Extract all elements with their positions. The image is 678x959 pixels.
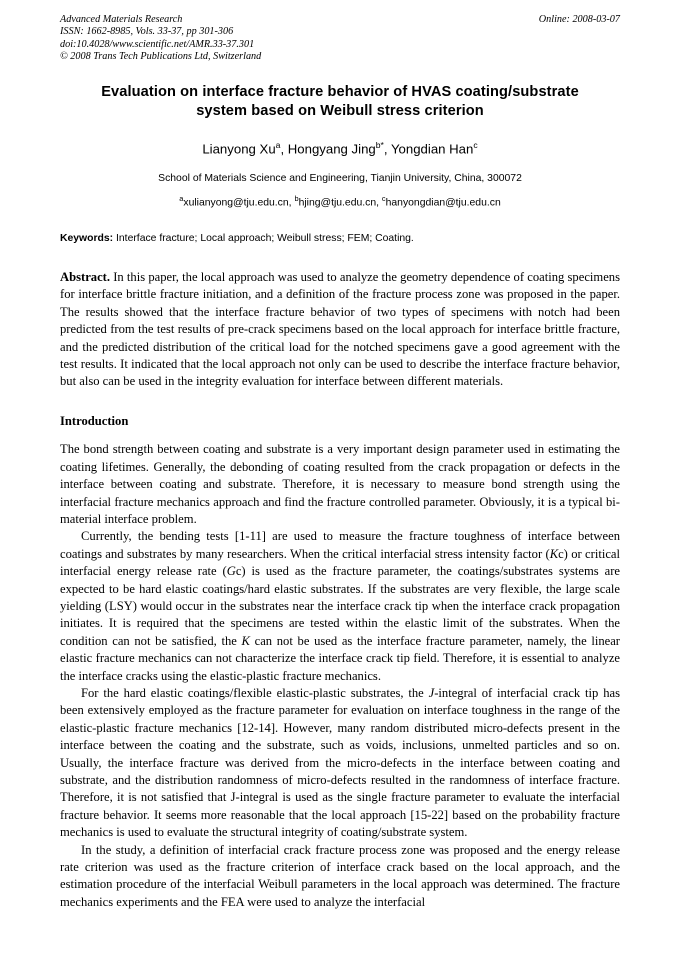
symbol-j: J <box>428 685 435 700</box>
author-separator-1: , <box>280 141 288 157</box>
intro-paragraph-2 <box>60 528 620 685</box>
abstract-text: In this paper, the local approach was used to analyze the geometry dependence of coating specimens for interface brittle fracture initiation, and a definition of the fracture process zone was proposed in the paper. The results showed that the interface fracture behavior of two types of specimens with notch had been predicted from the test results of pre-crack specimens based on the local approach for interface brittle fracture, and the predicted distribution of the critical load for the notched specimens gave a good agreement with the test results. It indicated that the local approach not only can be used to describe the interface fracture behavior, but also can be used in the integrity evaluation for interface between different materials. <box>60 270 620 389</box>
intro-p2-seg-b: c) or critical interfacial energy release rate ( <box>60 546 620 579</box>
email-2-marker: b <box>294 193 299 203</box>
journal-header-top-row <box>60 14 620 26</box>
symbol-k: K <box>241 633 250 648</box>
abstract-label: Abstract. <box>60 270 111 285</box>
online-date: Online: 2008-03-07 <box>538 14 620 25</box>
author-3-affiliation-marker: c <box>473 140 478 151</box>
intro-p3-seg-a: For the hard elastic coatings/flexible elastic-plastic substrates, the <box>81 685 429 700</box>
paper-title <box>60 83 620 121</box>
symbol-kc: K <box>549 546 559 561</box>
email-3: hanyongdian@tju.edu.cn <box>385 197 501 209</box>
intro-p3-seg-b: -integral of interfacial crack tip has been extensively employed as the fracture parameter for evaluation on interface toughness in the range of the elastic-plastic fracture mechanics [12-14]. However, many random distributed micro-defects present in the interface between the coating and the substrate, such as voids, inclusions, unmelted particles and so on. Usually, the interface fracture was derived from the micro-defects in the interface between coating and substrate, and the distribution randomness of micro-defects resulted in the randomness of interface fracture. Therefore, it is not satisfied that J-integral is used as the single fracture parameter to evaluate the interfacial fracture behavior. It seems more reasonable that the local approach [15-22] based on the probability fracture mechanics is used to evaluate the structural integrity of coating/substrate system. <box>60 685 620 840</box>
author-emails <box>60 191 620 210</box>
email-1: xulianyong@tju.edu.cn, <box>183 197 295 209</box>
intro-p2-seg-d: can not be used as the interface fracture parameter, namely, the linear elastic fracture mechanics can not characterize the interface crack tip field. Therefore, it is essential to analyze the interface cracks using the elastic-plastic fracture mechanics. <box>60 633 621 683</box>
affiliation: School of Materials Science and Engineering, Tianjin University, China, 300072 <box>158 172 522 184</box>
intro-paragraph-3 <box>60 685 620 842</box>
issn-line: ISSN: 1662-8985, Vols. 33-37, pp 301-306 <box>60 26 234 38</box>
author-2-affiliation-marker: b* <box>375 140 384 151</box>
author-2-name: Hongyang Jing <box>287 141 376 157</box>
section-heading-introduction: Introduction <box>60 413 129 428</box>
email-3-marker: c <box>381 193 386 203</box>
intro-p2-seg-c: c) is used as the fracture parameter, the coatings/substrates systems are expected to be hard elastic coatings/hard elastic substrates. If the substrates are very flexible, the large scale yielding (LSY) would occur in the substrates near the interface crack tip when the interface crack propagation initiates. It is required that the specimens are tested within the elastic limit of the substrates. When the condition can not be satisfied, the <box>60 564 620 648</box>
paper-title-line-1: Evaluation on interface fracture behavior of HVAS coating/substrate <box>101 84 579 101</box>
journal-header <box>60 14 620 63</box>
keywords-value: Interface fracture; Local approach; Weibull stress; FEM; Coating. <box>113 233 414 245</box>
author-separator-2: , <box>383 141 391 157</box>
keywords-label: Keywords: <box>60 233 114 245</box>
doi-line: doi:10.4028/www.scientific.net/AMR.33-37.301 <box>60 38 255 50</box>
intro-paragraph-1: The bond strength between coating and substrate is a very important design parameter used in estimating the coating lifetimes. Generally, the debonding of coating resulted from the crack propagation or defects in the interface between coating and substrate. Therefore, it is necessary to measure bond strength using the interfacial fracture mechanics approach and find the fracture controlled parameter. Obviously, it is a typical bi-material interface problem. <box>60 442 620 526</box>
journal-name: Advanced Materials Research <box>60 14 183 25</box>
author-1-affiliation-marker: a <box>275 140 281 151</box>
email-2: hjing@tju.edu.cn, <box>298 197 382 209</box>
author-3-name: Yongdian Han <box>390 141 474 157</box>
intro-p2-seg-a: Currently, the bending tests [1-11] are used to measure the fracture toughness of interface between coatings and substrates by many researchers. When the critical interfacial stress intensity factor ( <box>60 529 620 561</box>
author-list <box>60 137 620 157</box>
copyright-line: © 2008 Trans Tech Publications Ltd, Switzerland <box>60 50 262 62</box>
author-1-name: Lianyong Xu <box>202 141 276 157</box>
abstract-paragraph <box>60 269 620 391</box>
email-1-marker: a <box>179 193 184 203</box>
keywords-line <box>60 231 620 246</box>
symbol-gc: G <box>226 564 236 579</box>
paper-title-line-2: system based on Weibull stress criterion <box>196 103 484 120</box>
intro-paragraph-4: In the study, a definition of interfacial crack fracture process zone was proposed and the energy release rate criterion was used as the fracture criterion of interface crack based on the local approach, and the estimation procedure of the interfacial Weibull parameters in the local approach was determined. The fracture mechanics experiments and the FEA were used to analyze the interfacial <box>60 842 620 909</box>
